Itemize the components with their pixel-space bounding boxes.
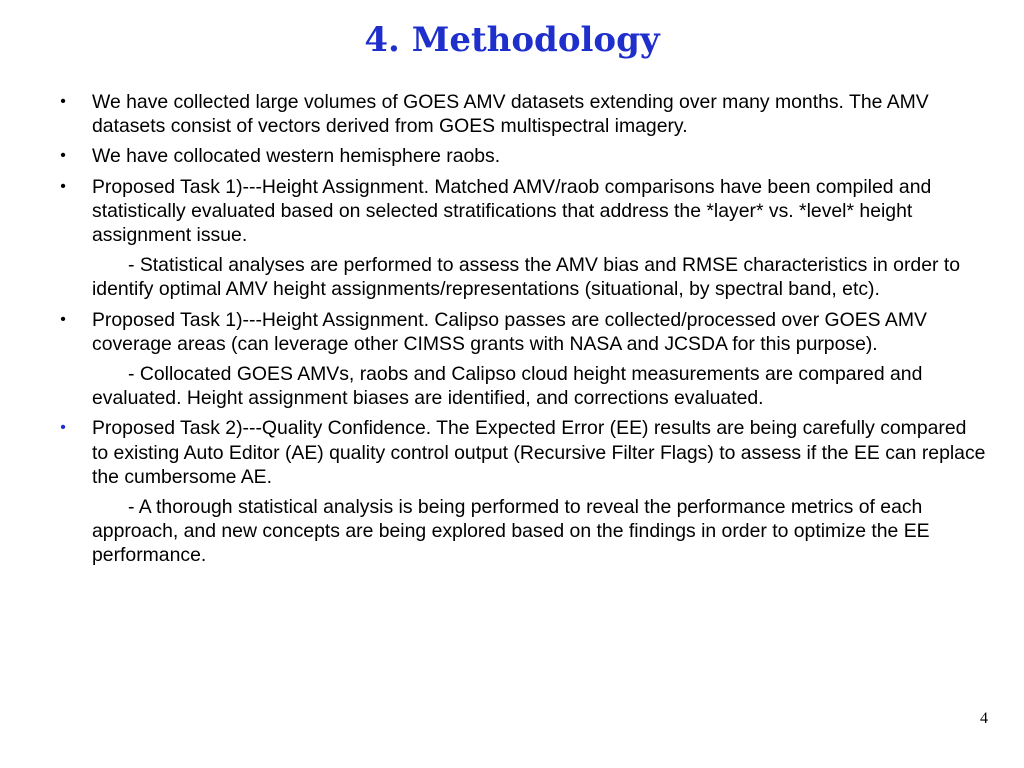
bullet-text: Proposed Task 2)---Quality Confidence. The Expected Error (EE) results are being carefully compared to existing Auto Editor (AE) quality control output (Recursive Filter Flags) to assess if the EE can replace the cumbersome AE. bbox=[92, 417, 986, 488]
sub-paragraph-3: - A thorough statistical analysis is being performed to reveal the performance metrics of each approach, and new concepts are being explored based on the findings in order to optimize the EE performance. bbox=[92, 496, 930, 567]
bullet-text: Proposed Task 1)---Height Assignment. Matched AMV/raob comparisons have been compiled and statistically evaluated based on selected stratifications that address the *layer* vs. *level* height assignment issue. bbox=[92, 175, 932, 247]
bullet-icon: • bbox=[60, 177, 66, 195]
bullet-item-2 bbox=[56, 144, 986, 168]
sub-paragraph-2: - Collocated GOES AMVs, raobs and Calipso cloud height measurements are compared and evaluated. Height assignment biases are identified, and corrections evaluated. bbox=[92, 363, 923, 410]
bullet-icon: • bbox=[60, 93, 66, 110]
slide-title: 4. Methodology bbox=[364, 20, 660, 60]
sub-paragraph-1: - Statistical analyses are performed to assess the AMV bias and RMSE characteristics in order to identify optimal AMV height assignments/representations (situational, by spectral band, etc). bbox=[92, 254, 960, 301]
bullet-text: We have collocated western hemisphere raobs. bbox=[92, 145, 501, 168]
bullet-item-4 bbox=[56, 308, 986, 356]
bullet-text: We have collected large volumes of GOES AMV datasets extending over many months. The AMV datasets consist of vectors derived from GOES multispectral imagery. bbox=[92, 91, 929, 138]
bullet-icon: • bbox=[60, 147, 66, 165]
bullet-text: Proposed Task 1)---Height Assignment. Calipso passes are collected/processed over GOES AMV coverage areas (can leverage other CIMSS grants with NASA and JCSDA for this purpose). bbox=[92, 308, 927, 355]
bullet-item-1 bbox=[56, 90, 986, 138]
bullet-icon: • bbox=[60, 419, 66, 437]
bullet-icon: • bbox=[60, 310, 66, 328]
page-number: 4 bbox=[980, 710, 988, 727]
slide-content bbox=[56, 90, 986, 574]
bullet-item-3 bbox=[56, 175, 986, 248]
bullet-item-5 bbox=[56, 416, 986, 489]
